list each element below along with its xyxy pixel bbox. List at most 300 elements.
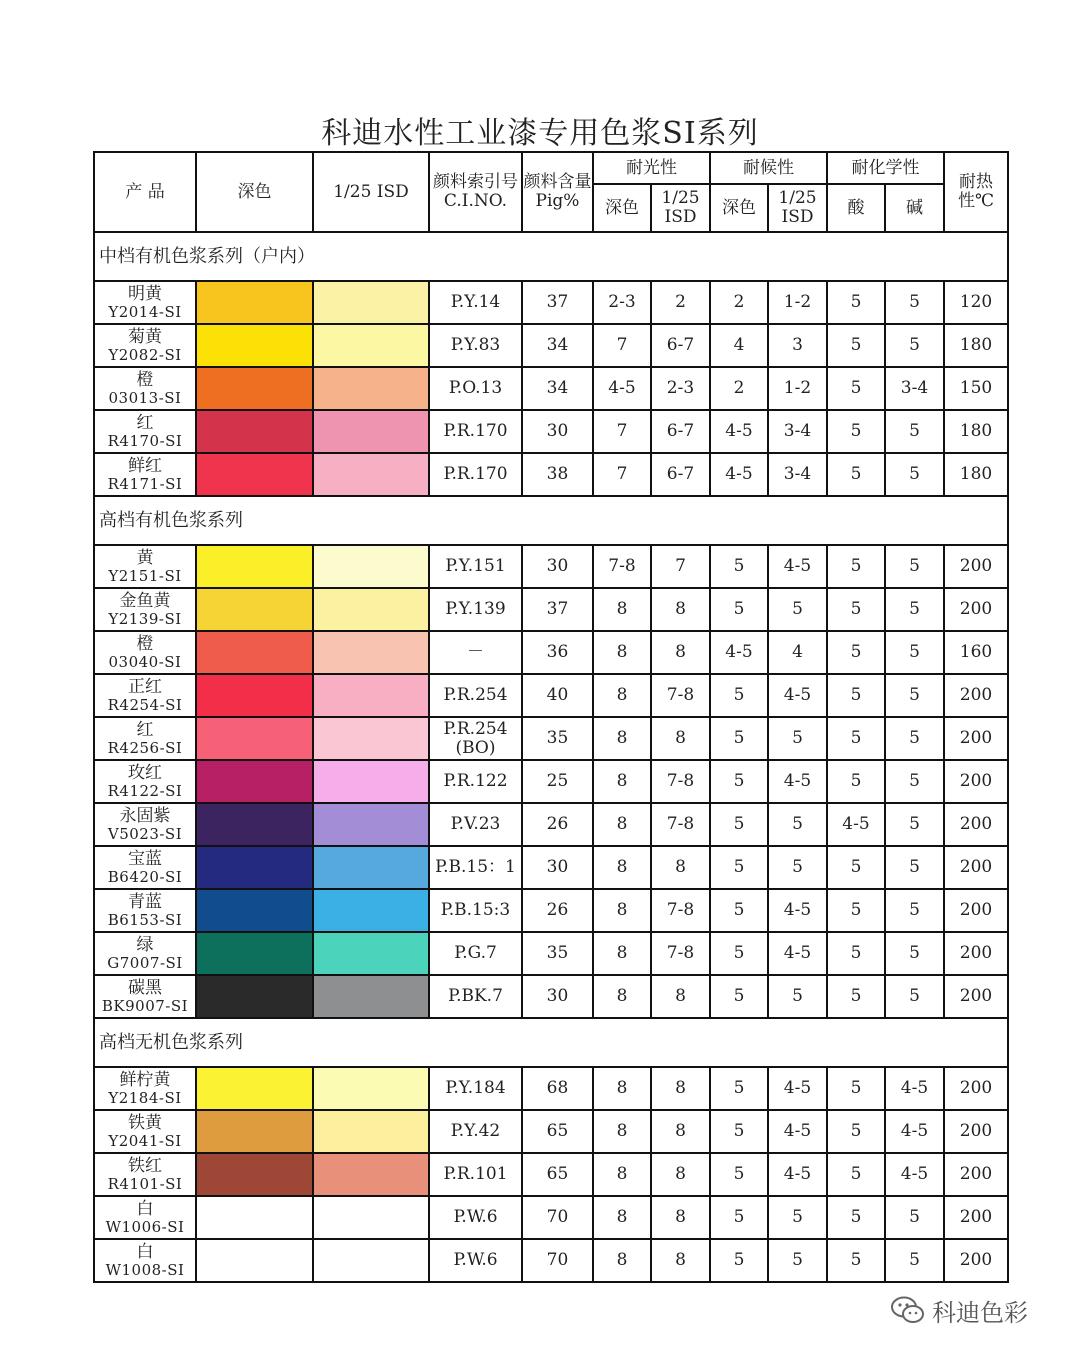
deep-swatch-fill <box>197 1111 312 1152</box>
heat-cell: 200 <box>944 545 1008 588</box>
acid-cell: 5 <box>827 324 885 367</box>
isd-swatch-fill <box>314 1111 428 1152</box>
product-name: 明黄 <box>128 283 162 304</box>
light-isd-cell: 7 <box>651 545 710 588</box>
alkali-cell: 5 <box>885 760 944 803</box>
heat-cell: 200 <box>944 975 1008 1018</box>
weather-deep-cell: 5 <box>710 545 768 588</box>
deep-swatch-fill <box>197 632 312 673</box>
deep-swatch-fill <box>197 325 312 366</box>
isd-swatch-fill <box>314 1068 428 1109</box>
product-name: 黄 <box>136 547 154 568</box>
product-name: 金鱼黄 <box>119 590 171 611</box>
acid-cell: 5 <box>827 1196 885 1239</box>
weather-deep-cell: 5 <box>710 674 768 717</box>
isd-swatch-fill <box>314 1240 428 1281</box>
weather-deep-cell: 5 <box>710 1196 768 1239</box>
light-isd-cell: 8 <box>651 631 710 674</box>
pig-cell: 30 <box>522 410 593 453</box>
alkali-cell: 5 <box>885 975 944 1018</box>
product-cell <box>94 932 196 975</box>
table-row <box>94 889 1008 932</box>
light-deep-cell: 7-8 <box>593 545 651 588</box>
light-isd-cell: 2 <box>651 281 710 324</box>
ci-cell: P.Y.83 <box>429 324 522 367</box>
ci-cell: P.R.254 (BO) <box>429 717 522 760</box>
isd-color-swatch <box>313 1110 429 1153</box>
deep-swatch-fill <box>197 282 312 323</box>
pig-cell: 70 <box>522 1196 593 1239</box>
deep-swatch-fill <box>197 1240 312 1281</box>
weather-deep-cell: 5 <box>710 588 768 631</box>
deep-swatch-fill <box>197 546 312 587</box>
light-deep-cell: 7 <box>593 410 651 453</box>
product-name: 永固紫 <box>119 805 171 826</box>
isd-swatch-fill <box>314 1154 428 1195</box>
heat-cell: 120 <box>944 281 1008 324</box>
heat-cell: 150 <box>944 367 1008 410</box>
header-product: 产 品 <box>94 152 196 232</box>
deep-swatch-fill <box>197 454 312 495</box>
weather-deep-cell: 2 <box>710 367 768 410</box>
product-cell <box>94 717 196 760</box>
light-deep-cell: 8 <box>593 1110 651 1153</box>
table-row <box>94 1196 1008 1239</box>
isd-swatch-fill <box>314 368 428 409</box>
isd-swatch-fill <box>314 976 428 1017</box>
product-name: 青蓝 <box>128 891 162 912</box>
deep-color-swatch <box>196 545 313 588</box>
product-cell <box>94 975 196 1018</box>
isd-color-swatch <box>313 588 429 631</box>
product-cell <box>94 588 196 631</box>
light-deep-cell: 8 <box>593 1153 651 1196</box>
header-ci: 颜料索引号C.I.NO. <box>429 152 522 232</box>
isd-color-swatch <box>313 932 429 975</box>
section-title: 高档无机色浆系列 <box>94 1018 1008 1067</box>
deep-swatch-fill <box>197 761 312 802</box>
weather-isd-cell: 5 <box>768 1239 827 1282</box>
acid-cell: 5 <box>827 545 885 588</box>
light-deep-cell: 8 <box>593 975 651 1018</box>
ci-cell: P.R.101 <box>429 1153 522 1196</box>
product-cell <box>94 674 196 717</box>
table-row <box>94 760 1008 803</box>
heat-cell: 200 <box>944 889 1008 932</box>
weather-isd-cell: 4-5 <box>768 1110 827 1153</box>
alkali-cell: 5 <box>885 889 944 932</box>
alkali-cell: 5 <box>885 545 944 588</box>
heat-cell: 200 <box>944 1067 1008 1110</box>
light-deep-cell: 8 <box>593 760 651 803</box>
heat-cell: 180 <box>944 324 1008 367</box>
acid-cell: 5 <box>827 889 885 932</box>
deep-color-swatch <box>196 1067 313 1110</box>
pig-cell: 70 <box>522 1239 593 1282</box>
pig-cell: 37 <box>522 281 593 324</box>
product-code: V5023-SI <box>107 824 183 843</box>
weather-isd-cell: 4-5 <box>768 1067 827 1110</box>
alkali-cell: 5 <box>885 588 944 631</box>
deep-color-swatch <box>196 281 313 324</box>
deep-color-swatch <box>196 760 313 803</box>
deep-color-swatch <box>196 367 313 410</box>
table-row <box>94 410 1008 453</box>
light-isd-cell: 7-8 <box>651 803 710 846</box>
acid-cell: 5 <box>827 1067 885 1110</box>
header-lightfastness: 耐光性 <box>593 152 710 184</box>
header-isd: 1/25 ISD <box>313 152 429 232</box>
deep-color-swatch <box>196 453 313 496</box>
weather-isd-cell: 1-2 <box>768 281 827 324</box>
product-cell <box>94 281 196 324</box>
header-deep: 深色 <box>196 152 313 232</box>
deep-swatch-fill <box>197 1197 312 1238</box>
isd-swatch-fill <box>314 718 428 759</box>
section-row <box>94 1018 1008 1067</box>
table-row <box>94 1110 1008 1153</box>
ci-cell: P.W.6 <box>429 1239 522 1282</box>
subheader-weather-isd: 1/25 ISD <box>768 184 827 232</box>
weather-deep-cell: 4 <box>710 324 768 367</box>
watermark <box>890 1292 1028 1328</box>
weather-isd-cell: 4-5 <box>768 889 827 932</box>
pig-cell: 65 <box>522 1110 593 1153</box>
deep-color-swatch <box>196 803 313 846</box>
alkali-cell: 3-4 <box>885 367 944 410</box>
isd-swatch-fill <box>314 546 428 587</box>
weather-deep-cell: 5 <box>710 1067 768 1110</box>
product-name: 鲜柠黄 <box>119 1069 171 1090</box>
weather-isd-cell: 4-5 <box>768 674 827 717</box>
product-name: 正红 <box>128 676 162 697</box>
product-cell <box>94 1153 196 1196</box>
weather-isd-cell: 4-5 <box>768 760 827 803</box>
product-name: 白 <box>136 1241 154 1262</box>
pig-cell: 35 <box>522 932 593 975</box>
light-deep-cell: 8 <box>593 588 651 631</box>
ci-cell: P.W.6 <box>429 1196 522 1239</box>
alkali-cell: 5 <box>885 1196 944 1239</box>
light-isd-cell: 7-8 <box>651 932 710 975</box>
light-deep-cell: 8 <box>593 1196 651 1239</box>
acid-cell: 5 <box>827 760 885 803</box>
deep-swatch-fill <box>197 890 312 931</box>
isd-color-swatch <box>313 674 429 717</box>
heat-cell: 200 <box>944 717 1008 760</box>
acid-cell: 5 <box>827 410 885 453</box>
weather-deep-cell: 4-5 <box>710 410 768 453</box>
light-deep-cell: 8 <box>593 631 651 674</box>
deep-swatch-fill <box>197 1068 312 1109</box>
weather-deep-cell: 5 <box>710 1153 768 1196</box>
heat-cell: 200 <box>944 674 1008 717</box>
product-code: Y2082-SI <box>108 345 182 364</box>
isd-color-swatch <box>313 717 429 760</box>
light-isd-cell: 8 <box>651 846 710 889</box>
light-deep-cell: 4-5 <box>593 367 651 410</box>
product-code: W1006-SI <box>105 1217 185 1236</box>
product-name: 红 <box>136 412 154 433</box>
alkali-cell: 4-5 <box>885 1067 944 1110</box>
product-name: 橙 <box>136 369 154 390</box>
light-deep-cell: 8 <box>593 717 651 760</box>
isd-color-swatch <box>313 975 429 1018</box>
deep-swatch-fill <box>197 804 312 845</box>
product-code: 03040-SI <box>108 652 182 671</box>
deep-color-swatch <box>196 717 313 760</box>
heat-cell: 200 <box>944 1153 1008 1196</box>
ci-cell: P.V.23 <box>429 803 522 846</box>
product-name: 橙 <box>136 633 154 654</box>
weather-isd-cell: 4 <box>768 631 827 674</box>
heat-cell: 180 <box>944 410 1008 453</box>
ci-cell: P.R.170 <box>429 453 522 496</box>
product-code: W1008-SI <box>105 1260 185 1279</box>
header-pig: 颜料含量Pig% <box>522 152 593 232</box>
product-name: 铁黄 <box>128 1112 162 1133</box>
pig-cell: 38 <box>522 453 593 496</box>
weather-isd-cell: 5 <box>768 588 827 631</box>
isd-swatch-fill <box>314 847 428 888</box>
deep-swatch-fill <box>197 718 312 759</box>
subheader-weather-deep: 深色 <box>710 184 768 232</box>
weather-isd-cell: 1-2 <box>768 367 827 410</box>
deep-swatch-fill <box>197 847 312 888</box>
header-heat-resistance: 耐热性℃ <box>944 152 1008 232</box>
pig-cell: 65 <box>522 1153 593 1196</box>
isd-swatch-fill <box>314 282 428 323</box>
weather-deep-cell: 5 <box>710 803 768 846</box>
light-isd-cell: 8 <box>651 717 710 760</box>
light-isd-cell: 2-3 <box>651 367 710 410</box>
weather-isd-cell: 5 <box>768 717 827 760</box>
section-title: 高档有机色浆系列 <box>94 496 1008 545</box>
deep-color-swatch <box>196 846 313 889</box>
product-cell <box>94 1110 196 1153</box>
heat-cell: 200 <box>944 1239 1008 1282</box>
alkali-cell: 5 <box>885 717 944 760</box>
alkali-cell: 4-5 <box>885 1153 944 1196</box>
deep-color-swatch <box>196 975 313 1018</box>
light-isd-cell: 7-8 <box>651 889 710 932</box>
acid-cell: 4-5 <box>827 803 885 846</box>
deep-swatch-fill <box>197 933 312 974</box>
alkali-cell: 5 <box>885 410 944 453</box>
product-cell <box>94 889 196 932</box>
product-name: 菊黄 <box>128 326 162 347</box>
weather-deep-cell: 5 <box>710 760 768 803</box>
product-cell <box>94 846 196 889</box>
weather-deep-cell: 4-5 <box>710 453 768 496</box>
alkali-cell: 5 <box>885 631 944 674</box>
weather-deep-cell: 5 <box>710 932 768 975</box>
light-deep-cell: 8 <box>593 889 651 932</box>
section-title: 中档有机色浆系列（户内） <box>94 232 1008 281</box>
ci-cell: P.Y.42 <box>429 1110 522 1153</box>
pig-cell: 34 <box>522 367 593 410</box>
table-row <box>94 281 1008 324</box>
product-cell <box>94 545 196 588</box>
deep-color-swatch <box>196 1110 313 1153</box>
deep-color-swatch <box>196 1239 313 1282</box>
light-isd-cell: 8 <box>651 975 710 1018</box>
alkali-cell: 5 <box>885 932 944 975</box>
heat-cell: 200 <box>944 1196 1008 1239</box>
table-row <box>94 674 1008 717</box>
pig-cell: 36 <box>522 631 593 674</box>
weather-deep-cell: 5 <box>710 1110 768 1153</box>
light-deep-cell: 7 <box>593 453 651 496</box>
acid-cell: 5 <box>827 1239 885 1282</box>
weather-deep-cell: 4-5 <box>710 631 768 674</box>
product-code: R4101-SI <box>107 1174 183 1193</box>
isd-color-swatch <box>313 631 429 674</box>
product-code: R4170-SI <box>107 431 183 450</box>
isd-color-swatch <box>313 1196 429 1239</box>
product-code: G7007-SI <box>107 953 183 972</box>
isd-color-swatch <box>313 281 429 324</box>
light-isd-cell: 8 <box>651 1067 710 1110</box>
table-row <box>94 588 1008 631</box>
light-isd-cell: 6-7 <box>651 453 710 496</box>
section-row <box>94 496 1008 545</box>
weather-isd-cell: 3 <box>768 324 827 367</box>
subheader-acid: 酸 <box>827 184 885 232</box>
deep-color-swatch <box>196 588 313 631</box>
table-row <box>94 545 1008 588</box>
heat-cell: 200 <box>944 1110 1008 1153</box>
weather-deep-cell: 5 <box>710 846 768 889</box>
product-code: Y2014-SI <box>108 302 182 321</box>
section-row <box>94 232 1008 281</box>
weather-isd-cell: 5 <box>768 846 827 889</box>
weather-isd-cell: 4-5 <box>768 1153 827 1196</box>
alkali-cell: 5 <box>885 453 944 496</box>
product-cell <box>94 1196 196 1239</box>
deep-swatch-fill <box>197 411 312 452</box>
light-deep-cell: 8 <box>593 1067 651 1110</box>
light-isd-cell: 6-7 <box>651 324 710 367</box>
light-deep-cell: 7 <box>593 324 651 367</box>
isd-color-swatch <box>313 453 429 496</box>
isd-color-swatch <box>313 1067 429 1110</box>
deep-color-swatch <box>196 324 313 367</box>
product-code: R4122-SI <box>107 781 183 800</box>
light-isd-cell: 8 <box>651 1196 710 1239</box>
isd-swatch-fill <box>314 632 428 673</box>
ci-cell: P.Y.139 <box>429 588 522 631</box>
product-code: R4254-SI <box>107 695 183 714</box>
table-row <box>94 324 1008 367</box>
ci-cell: P.R.254 <box>429 674 522 717</box>
isd-swatch-fill <box>314 675 428 716</box>
table-row <box>94 803 1008 846</box>
product-cell <box>94 631 196 674</box>
pig-cell: 30 <box>522 846 593 889</box>
subheader-light-deep: 深色 <box>593 184 651 232</box>
deep-swatch-fill <box>197 675 312 716</box>
isd-color-swatch <box>313 410 429 453</box>
weather-isd-cell: 3-4 <box>768 453 827 496</box>
acid-cell: 5 <box>827 453 885 496</box>
table-row <box>94 975 1008 1018</box>
deep-swatch-fill <box>197 589 312 630</box>
weather-isd-cell: 4-5 <box>768 932 827 975</box>
header-chemical-resistance: 耐化学性 <box>827 152 944 184</box>
light-isd-cell: 7-8 <box>651 760 710 803</box>
acid-cell: 5 <box>827 1110 885 1153</box>
heat-cell: 200 <box>944 588 1008 631</box>
product-name: 玫红 <box>128 762 162 783</box>
isd-swatch-fill <box>314 890 428 931</box>
deep-swatch-fill <box>197 976 312 1017</box>
deep-color-swatch <box>196 410 313 453</box>
product-code: Y2139-SI <box>108 609 182 628</box>
isd-color-swatch <box>313 760 429 803</box>
light-isd-cell: 8 <box>651 1110 710 1153</box>
weather-isd-cell: 5 <box>768 1196 827 1239</box>
ci-cell: P.G.7 <box>429 932 522 975</box>
deep-swatch-fill <box>197 1154 312 1195</box>
weather-deep-cell: 5 <box>710 717 768 760</box>
product-code: BK9007-SI <box>101 996 189 1015</box>
product-cell <box>94 367 196 410</box>
product-name: 白 <box>136 1198 154 1219</box>
pig-cell: 40 <box>522 674 593 717</box>
color-paste-table <box>93 151 1009 1283</box>
product-cell <box>94 1067 196 1110</box>
pig-cell: 37 <box>522 588 593 631</box>
light-deep-cell: 2-3 <box>593 281 651 324</box>
deep-color-swatch <box>196 932 313 975</box>
pig-cell: 35 <box>522 717 593 760</box>
ci-cell: P.Y.151 <box>429 545 522 588</box>
pig-cell: 30 <box>522 975 593 1018</box>
acid-cell: 5 <box>827 281 885 324</box>
acid-cell: 5 <box>827 932 885 975</box>
deep-color-swatch <box>196 631 313 674</box>
deep-color-swatch <box>196 1196 313 1239</box>
table-row <box>94 1153 1008 1196</box>
product-name: 绿 <box>136 934 154 955</box>
isd-swatch-fill <box>314 761 428 802</box>
acid-cell: 5 <box>827 846 885 889</box>
ci-cell: P.Y.14 <box>429 281 522 324</box>
table-row <box>94 453 1008 496</box>
isd-swatch-fill <box>314 933 428 974</box>
acid-cell: 5 <box>827 975 885 1018</box>
weather-isd-cell: 3-4 <box>768 410 827 453</box>
isd-swatch-fill <box>314 589 428 630</box>
alkali-cell: 5 <box>885 1239 944 1282</box>
light-isd-cell: 6-7 <box>651 410 710 453</box>
weather-deep-cell: 5 <box>710 975 768 1018</box>
ci-cell: P.B.15：1 <box>429 846 522 889</box>
alkali-cell: 5 <box>885 674 944 717</box>
heat-cell: 200 <box>944 846 1008 889</box>
table-row <box>94 1067 1008 1110</box>
product-code: Y2041-SI <box>108 1131 182 1150</box>
acid-cell: 5 <box>827 631 885 674</box>
pig-cell: 68 <box>522 1067 593 1110</box>
pig-cell: 25 <box>522 760 593 803</box>
product-cell <box>94 1239 196 1282</box>
ci-cell: P.Y.184 <box>429 1067 522 1110</box>
isd-color-swatch <box>313 803 429 846</box>
isd-swatch-fill <box>314 325 428 366</box>
acid-cell: 5 <box>827 717 885 760</box>
